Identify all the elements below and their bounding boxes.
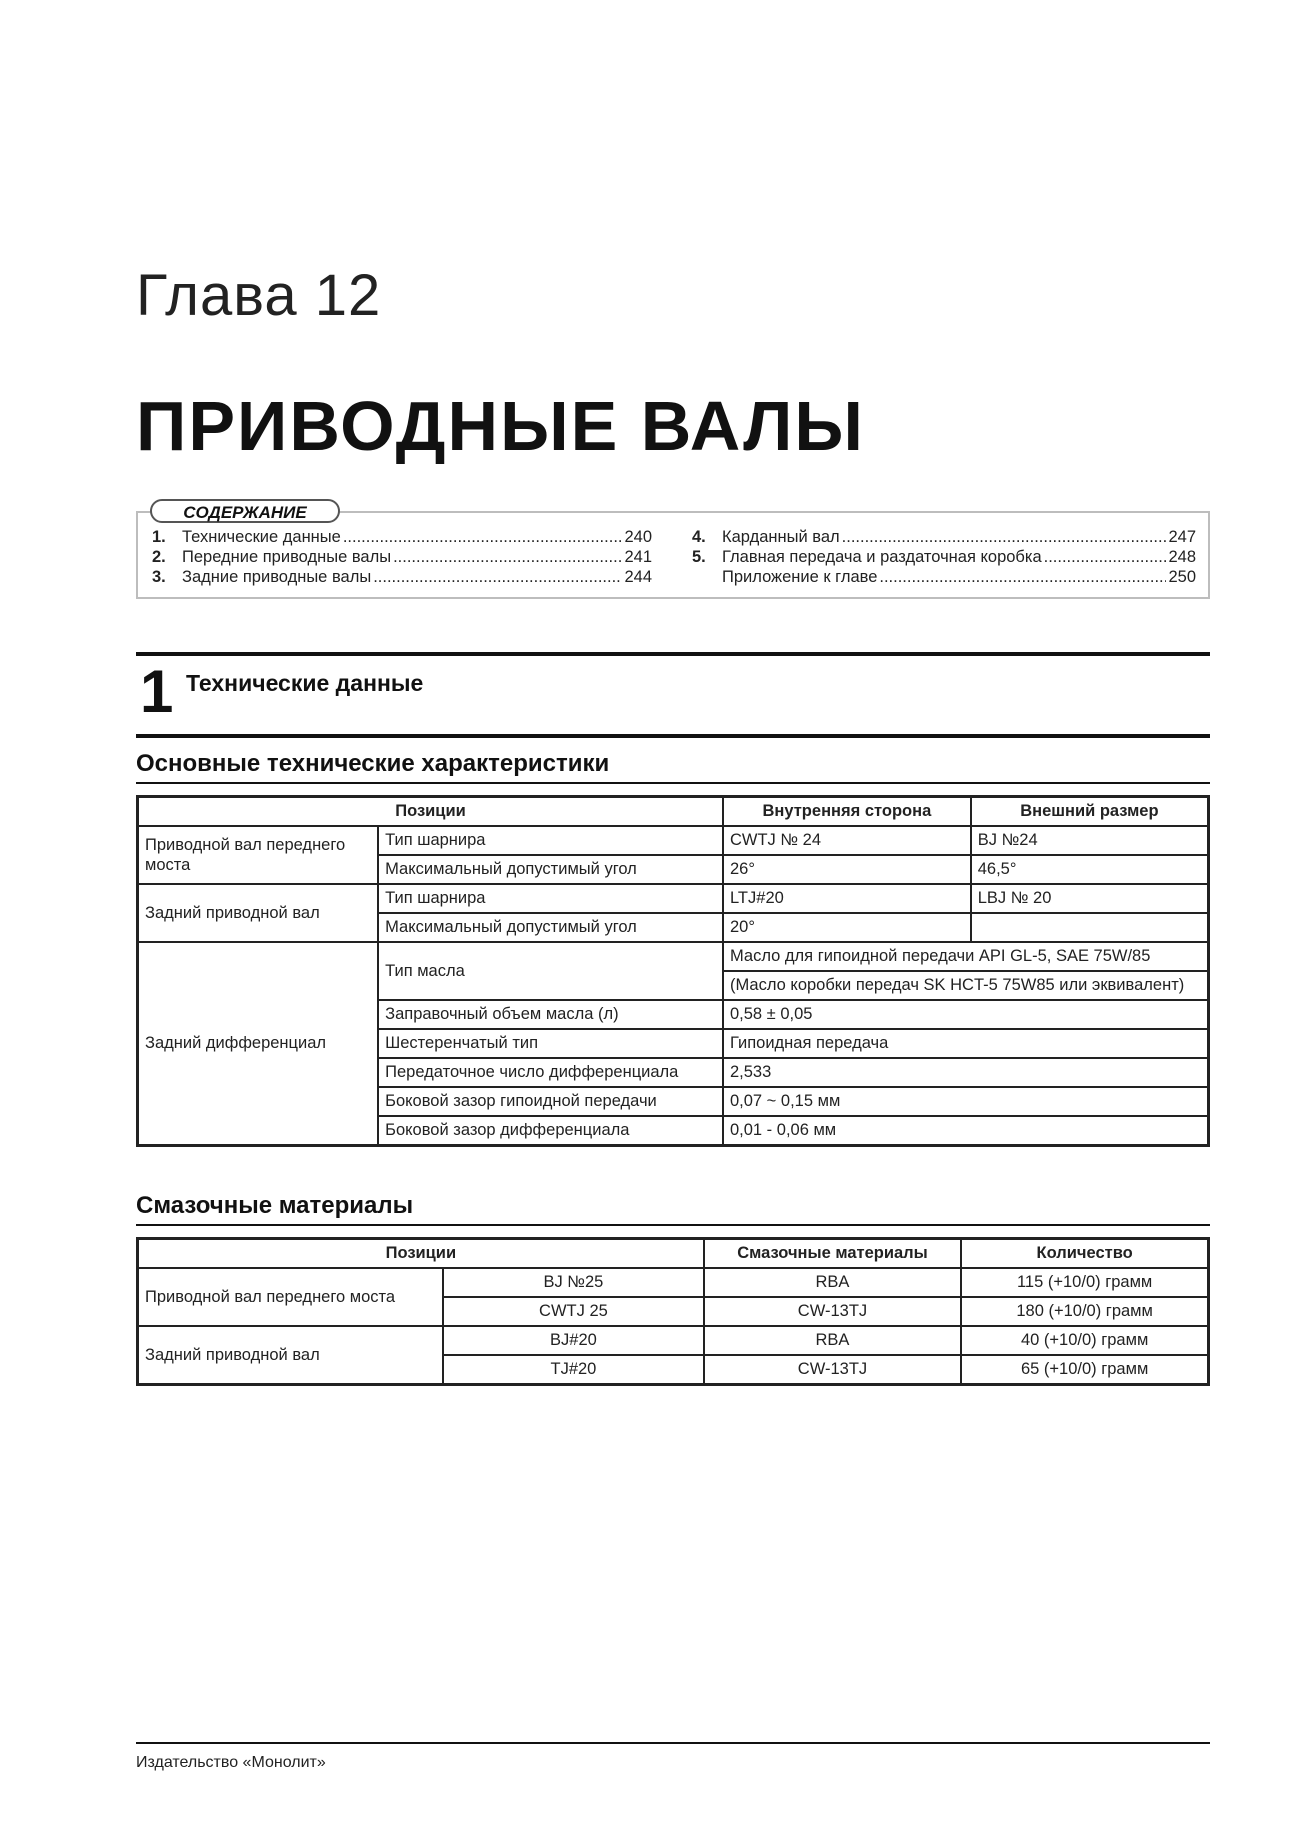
section-rule-top [136, 652, 1210, 656]
param: Заправочный объем масла (л) [378, 1000, 723, 1029]
table-header-row [138, 1239, 1209, 1269]
toc-item-4[interactable] [692, 527, 1196, 547]
toc-item-2[interactable] [152, 547, 652, 567]
param: Передаточное число дифференциала [378, 1058, 723, 1087]
toc-leader [393, 547, 622, 567]
section-number: 1 [140, 658, 174, 725]
toc-heading: СОДЕРЖАНИЕ [150, 499, 340, 523]
lubricants-heading-rule [136, 1224, 1210, 1226]
outer-value: 46,5° [971, 855, 1209, 884]
inner-value: CWTJ № 24 [723, 826, 971, 855]
toc-leader [842, 527, 1167, 547]
table-row [138, 1326, 1209, 1355]
param: Боковой зазор дифференциала [378, 1116, 723, 1146]
toc-num [692, 567, 722, 587]
chapter-title: ПРИВОДНЫЕ ВАЛЫ [136, 387, 865, 465]
quantity: 65 (+10/0) грамм [961, 1355, 1208, 1385]
header-lubricant: Смазочные материалы [704, 1239, 962, 1269]
group-name: Задний приводной вал [138, 884, 379, 942]
group-name: Приводной вал переднего моста [138, 1268, 444, 1326]
specs-table [136, 795, 1210, 1147]
toc-item-5[interactable] [692, 547, 1196, 567]
toc-num: 4. [692, 528, 706, 546]
toc-page: 241 [624, 548, 652, 566]
header-inner: Внутренняя сторона [723, 797, 971, 827]
toc-text: Передние приводные валы [182, 548, 392, 566]
value: 2,533 [723, 1058, 1209, 1087]
table-header-row [138, 797, 1209, 827]
oil-type-value: Масло для гипоидной передачи API GL-5, SAE 75W/85 [723, 942, 1209, 971]
toc-num: 5. [692, 548, 706, 566]
lubricants-heading: Смазочные материалы [136, 1192, 414, 1219]
lubricant: RBA [704, 1326, 962, 1355]
lubricant: RBA [704, 1268, 962, 1297]
param: Максимальный допустимый угол [378, 913, 723, 942]
toc-num: 2. [152, 548, 166, 566]
toc-num: 1. [152, 528, 166, 546]
table-row [138, 942, 1209, 971]
outer-value: BJ №24 [971, 826, 1209, 855]
toc-leader [343, 527, 623, 547]
header-outer: Внешний размер [971, 797, 1209, 827]
section-title: Технические данные [186, 670, 424, 696]
toc-leader [1044, 547, 1167, 567]
specs-heading-rule [136, 782, 1210, 784]
param: Шестеренчатый тип [378, 1029, 723, 1058]
param: Боковой зазор гипоидной передачи [378, 1087, 723, 1116]
toc-text: Главная передача и раздаточная коробка [722, 548, 1042, 566]
lubricant: CW-13TJ [704, 1297, 962, 1326]
param: Тип масла [378, 942, 723, 1000]
footer-publisher: Издательство «Монолит» [136, 1754, 326, 1771]
inner-value: 20° [723, 913, 971, 942]
section-rule-bottom [136, 734, 1210, 738]
value: 0,07 ~ 0,15 мм [723, 1087, 1209, 1116]
value: 0,58 ± 0,05 [723, 1000, 1209, 1029]
quantity: 180 (+10/0) грамм [961, 1297, 1208, 1326]
table-row [138, 826, 1209, 855]
value: Гипоидная передача [723, 1029, 1209, 1058]
joint: BJ#20 [443, 1326, 704, 1355]
quantity: 40 (+10/0) грамм [961, 1326, 1208, 1355]
toc-text: Технические данные [182, 528, 341, 546]
inner-value: 26° [723, 855, 971, 884]
outer-value: LBJ № 20 [971, 884, 1209, 913]
toc-page: 240 [624, 528, 652, 546]
toc-item-appendix[interactable] [692, 567, 1196, 587]
chapter-label: Глава 12 [136, 263, 382, 328]
group-name: Задний приводной вал [138, 1326, 444, 1385]
oil-type-value: (Масло коробки передач SK HCT-5 75W85 или эквивалент) [723, 971, 1209, 1000]
header-quantity: Количество [961, 1239, 1208, 1269]
toc-item-3[interactable] [152, 567, 652, 587]
toc-page: 250 [1168, 568, 1196, 586]
toc-num: 3. [152, 568, 166, 586]
footer-rule [136, 1742, 1210, 1744]
quantity: 115 (+10/0) грамм [961, 1268, 1208, 1297]
lubricants-table [136, 1237, 1210, 1386]
toc-item-1[interactable] [152, 527, 652, 547]
toc-text: Приложение к главе [722, 568, 878, 586]
toc-leader [373, 567, 622, 587]
toc-page: 248 [1168, 548, 1196, 566]
toc-text: Карданный вал [722, 528, 840, 546]
param: Тип шарнира [378, 884, 723, 913]
joint: TJ#20 [443, 1355, 704, 1385]
specs-heading: Основные технические характеристики [136, 750, 610, 777]
group-name: Задний дифференциал [138, 942, 379, 1146]
joint: CWTJ 25 [443, 1297, 704, 1326]
group-name: Приводной вал переднего моста [138, 826, 379, 884]
lubricant: CW-13TJ [704, 1355, 962, 1385]
table-row [138, 884, 1209, 913]
param: Максимальный допустимый угол [378, 855, 723, 884]
header-positions: Позиции [138, 1239, 704, 1269]
table-row [138, 1268, 1209, 1297]
toc-leader [879, 567, 1166, 587]
toc-page: 247 [1168, 528, 1196, 546]
header-positions: Позиции [138, 797, 723, 827]
toc-text: Задние приводные валы [182, 568, 372, 586]
inner-value: LTJ#20 [723, 884, 971, 913]
value: 0,01 - 0,06 мм [723, 1116, 1209, 1146]
outer-value [971, 913, 1209, 942]
toc-page: 244 [624, 568, 652, 586]
joint: BJ №25 [443, 1268, 704, 1297]
param: Тип шарнира [378, 826, 723, 855]
